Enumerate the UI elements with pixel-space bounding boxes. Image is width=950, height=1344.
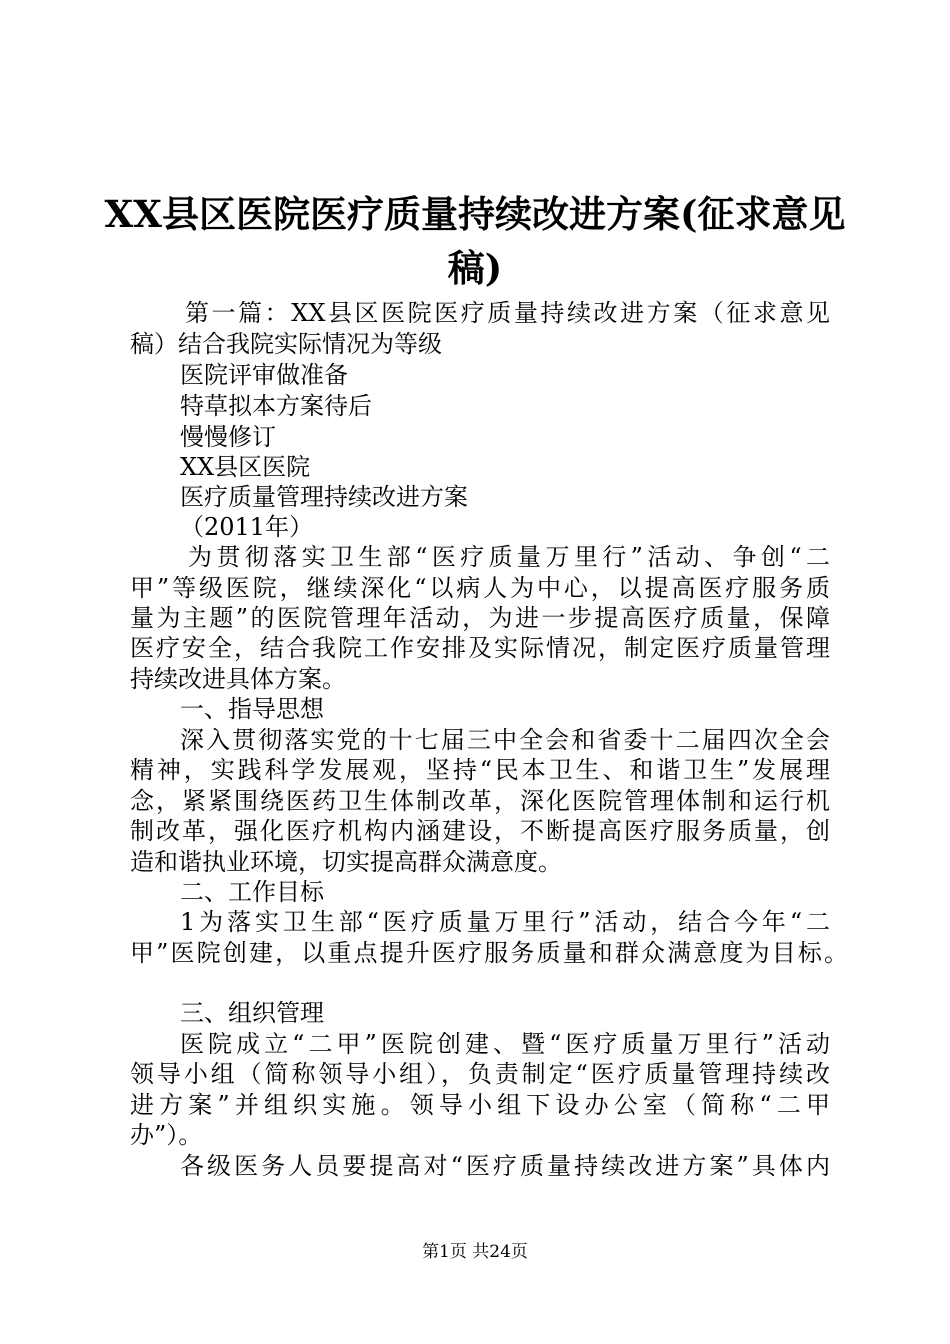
paragraph-line: 甲”医院创建，以重点提升医疗服务质量和群众满意度为目标。 — [130, 939, 848, 967]
document-title-line-2: 稿) — [447, 246, 503, 290]
paragraph-line: 念，紧紧围绕医药卫生体制改革，深化医院管理体制和运行机 — [130, 787, 830, 815]
paragraph-line: 制改革，强化医疗机构内涵建设，不断提高医疗服务质量，创 — [130, 817, 830, 845]
paragraph-line: 1为落实卫生部“医疗质量万里行”活动，结合今年“二 — [180, 908, 830, 936]
paragraph-line: XX县区医院 — [180, 453, 311, 481]
paragraph-line: 深入贯彻落实党的十七届三中全会和省委十二届四次全会 — [180, 726, 830, 754]
section-heading: 三、组织管理 — [180, 999, 324, 1027]
paragraph-line: 精神，实践科学发展观，坚持“民本卫生、和谐卫生”发展理 — [130, 756, 830, 784]
paragraph-line: 持续改进具体方案。 — [130, 665, 346, 693]
paragraph-line: 甲”等级医院，继续深化“以病人为中心，以提高医疗服务质 — [130, 574, 830, 602]
paragraph-line: 办”）。 — [130, 1121, 203, 1149]
paragraph-line: 造和谐执业环境，切实提高群众满意度。 — [130, 848, 562, 876]
paragraph-line: 量为主题”的医院管理年活动，为进一步提高医疗质量，保障 — [130, 604, 830, 632]
section-heading: 一、指导思想 — [180, 695, 324, 723]
section-heading: 二、工作目标 — [180, 878, 324, 906]
paragraph-line: 特草拟本方案待后 — [180, 392, 372, 420]
paragraph-line: 为贯彻落实卫生部“医疗质量万里行”活动、争创“二 — [188, 543, 830, 571]
page-footer: 第1页 共24页 — [422, 1242, 528, 1262]
paragraph-line: 各级医务人员要提高对“医疗质量持续改进方案”具体内 — [180, 1152, 830, 1180]
paragraph-line: 稿）结合我院实际情况为等级 — [130, 330, 442, 358]
paragraph-line: 领导小组（简称领导小组），负责制定“医疗质量管理持续改 — [130, 1060, 830, 1088]
document-title-line-1: XX县区医院医疗质量持续改进方案(征求意见 — [104, 192, 846, 236]
paragraph-line: 慢慢修订 — [180, 423, 276, 451]
paragraph-line: 第一篇：XX县区医院医疗质量持续改进方案（征求意见 — [185, 299, 830, 327]
paragraph-line: （2011年） — [180, 513, 314, 541]
paragraph-line: 医疗安全，结合我院工作安排及实际情况，制定医疗质量管理 — [130, 634, 830, 662]
paragraph-line: 进方案”并组织实施。领导小组下设办公室（简称“二甲 — [130, 1091, 830, 1119]
paragraph-line: 医院评审做准备 — [180, 361, 348, 389]
paragraph-line: 医院成立“二甲”医院创建、暨“医疗质量万里行”活动 — [180, 1030, 830, 1058]
paragraph-line: 医疗质量管理持续改进方案 — [180, 483, 468, 511]
